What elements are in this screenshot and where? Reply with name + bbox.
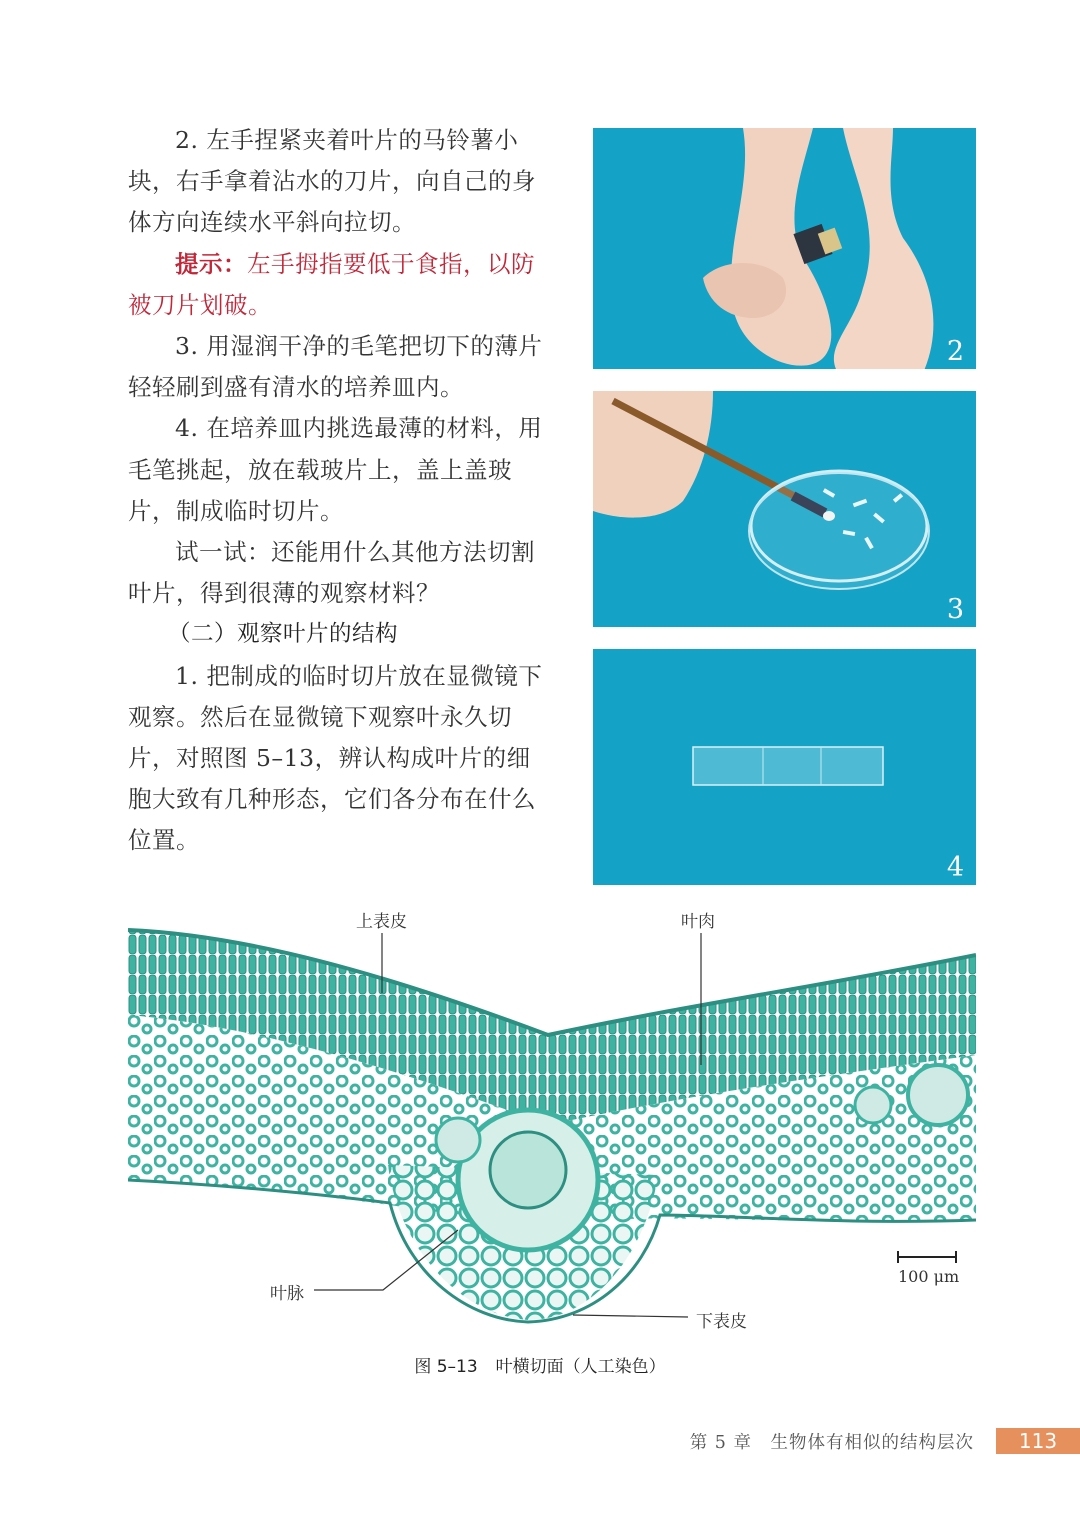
upper-epidermis-label: 上表皮 [356,912,407,932]
figure-caption-text: 叶横切面（人工染色） [495,1357,666,1377]
mesophyll-label: 叶肉 [681,912,715,932]
page-number: 113 [996,1428,1080,1454]
section-step-1-paragraph: 1. 把制成的临时切片放在显微镜下观察。然后在显微镜下观察叶永久切片，对照图 5–13，辨认构成叶片的细胞大致有几种形态，它们各分布在什么位置。 [128,661,543,855]
body-text-column [128,120,548,862]
lower-epidermis-label: 下表皮 [696,1312,747,1332]
try-it-paragraph: 试一试：还能用什么其他方法切割叶片，得到很薄的观察材料？ [128,538,535,608]
photo-glass-slide [593,649,976,885]
scale-bar-label: 100 μm [898,1267,960,1286]
page-footer [690,1428,1080,1454]
cutting-hands-illustration [593,128,976,369]
tip-text: 左手拇指要低于食指，以防被刀片划破。 [128,249,535,319]
photo-cutting-leaf [593,128,976,369]
tip-paragraph [128,244,548,326]
photo-number-4: 4 [946,852,964,883]
photo-number-3: 3 [946,594,964,625]
chapter-title: 第 5 章 生物体有相似的结构层次 [689,1432,974,1453]
leaf-cross-section-illustration [128,915,976,1335]
lower-epidermis-leader [573,1315,688,1317]
leaf-cross-section-micrograph [128,912,976,1335]
glass-slide-illustration [593,649,976,885]
figure-caption [0,1352,1080,1377]
photo-number-2: 2 [946,336,964,367]
step-2-paragraph: 2. 左手捏紧夹着叶片的马铃薯小块，右手拿着沾水的刀片，向自己的身体方向连续水平斜向拉切。 [128,126,536,237]
petri-dish-illustration [593,391,976,627]
step-4-paragraph: 4. 在培养皿内挑选最薄的材料，用毛笔挑起，放在载玻片上，盖上盖玻片，制成临时切片。 [128,414,543,525]
vein-label: 叶脉 [270,1284,304,1304]
section-heading: （二）观察叶片的结构 [168,621,399,648]
photo-brushing-slices [593,391,976,627]
step-3-paragraph: 3. 用湿润干净的毛笔把切下的薄片轻轻刷到盛有清水的培养皿内。 [128,332,543,402]
figure-number: 图 5–13 [414,1357,478,1377]
tip-label: 提示： [175,249,247,278]
scale-bar [898,1251,956,1263]
